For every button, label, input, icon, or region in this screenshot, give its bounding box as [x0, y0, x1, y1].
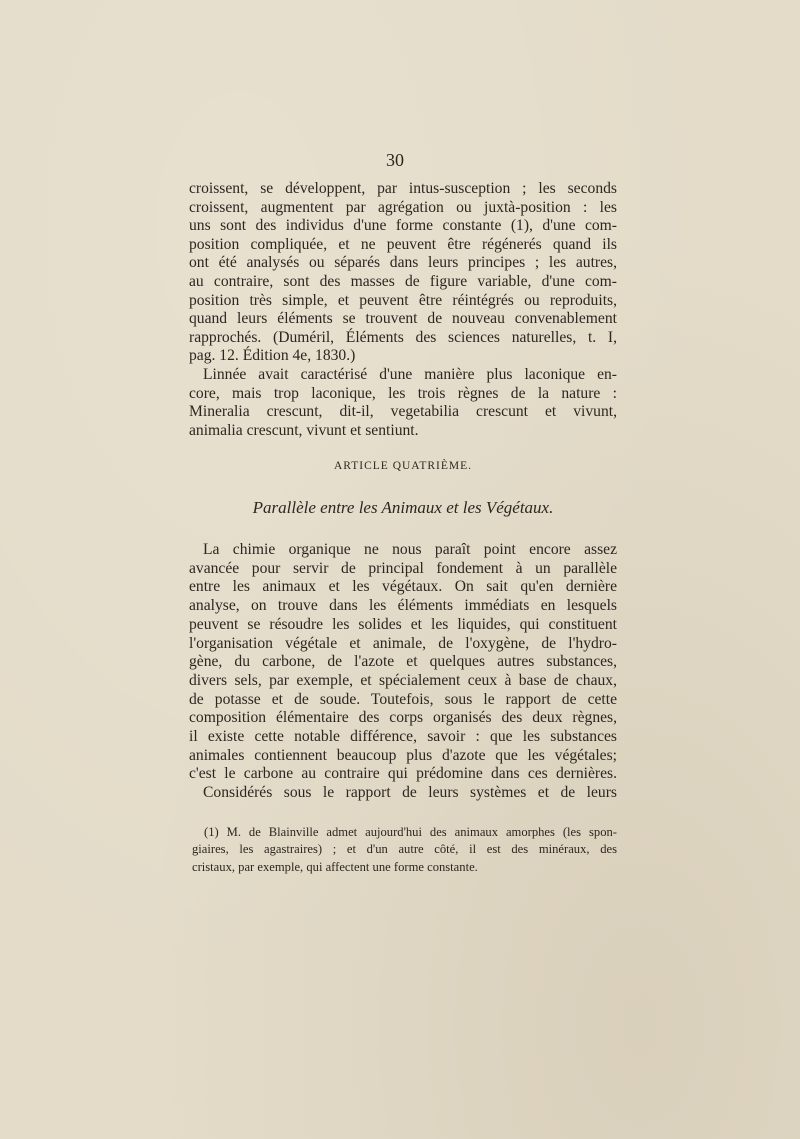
- lower-text-block: [189, 541, 617, 803]
- text-line: croissent, augmentent par agrégation ou juxtà-position : les: [189, 198, 617, 216]
- text-line: composition élémentaire des corps organisés des deux règnes,: [189, 709, 617, 727]
- text-line: c'est le carbone au contraire qui prédomine dans ces dernières.: [189, 765, 617, 783]
- footnote-line: (1) M. de Blainville admet aujourd'hui des animaux amorphes (les spon-: [204, 825, 617, 839]
- text-line: il existe cette notable différence, savoir : que les substances: [189, 728, 617, 746]
- footnote-line: cristaux, par exemple, qui affectent une forme constante.: [192, 859, 478, 874]
- text-line: avancée pour servir de principal fondement à un parallèle: [189, 559, 617, 577]
- text-line: uns sont des individus d'une forme constante (1), d'une com-: [189, 217, 617, 235]
- text-line: position compliquée, et ne peuvent être régénerés quand ils: [189, 235, 617, 253]
- footnote: [192, 824, 617, 876]
- text-line: quand leurs éléments se trouvent de nouveau convenablement: [189, 310, 617, 328]
- text-line: l'organisation végétale et animale, de l'oxygène, de l'hydro-: [189, 634, 617, 652]
- text-line: animales contiennent beaucoup plus d'azote que les végétales;: [189, 746, 617, 764]
- text-line: croissent, se développent, par intus-susception ; les seconds: [189, 180, 617, 197]
- upper-text-block: [189, 180, 617, 440]
- text-line: Mineralia crescunt, dit-il, vegetabilia crescunt et vivunt,: [189, 403, 617, 421]
- text-line: entre les animaux et les végétaux. On sait qu'en dernière: [189, 578, 617, 596]
- text-line: core, mais trop laconique, les trois règnes de la nature :: [189, 384, 617, 402]
- text-line: position très simple, et peuvent être réintégrés ou reproduits,: [189, 291, 617, 309]
- article-heading: ARTICLE QUATRIÈME.: [333, 460, 473, 472]
- text-line: analyse, on trouve dans les éléments immédiats en lesquels: [189, 597, 617, 615]
- text-line: au contraire, sont des masses de figure variable, d'une com-: [189, 272, 617, 290]
- text-line: La chimie organique ne nous paraît point encore assez: [203, 541, 617, 558]
- text-line: animalia crescunt, vivunt et sentiunt.: [189, 421, 419, 439]
- text-line: Considérés sous le rapport de leurs systèmes et de leurs: [203, 784, 617, 802]
- section-title: Parallèle entre les Animaux et les Végétaux.: [252, 498, 554, 517]
- footnote-line: giaires, les agastraires) ; et d'un autre côté, il est des minéraux, des: [192, 842, 617, 857]
- text-line: pag. 12. Édition 4e, 1830.): [189, 347, 356, 365]
- text-line: Linnée avait caractérisé d'une manière plus laconique en-: [203, 365, 617, 383]
- text-line: peuvent se résoudre les solides et les liquides, qui constituent: [189, 615, 617, 633]
- text-line: gène, du carbone, de l'azote et quelques autres substances,: [189, 653, 617, 671]
- text-line: rapprochés. (Duméril, Éléments des sciences naturelles, t. I,: [189, 328, 617, 346]
- text-line: de potasse et de soude. Toutefois, sous le rapport de cette: [189, 690, 617, 708]
- page-number: 30: [386, 150, 404, 170]
- text-line: ont été analysés ou séparés dans leurs principes ; les autres,: [189, 254, 617, 272]
- text-line: divers sels, par exemple, et spécialement ceux à base de chaux,: [189, 671, 617, 689]
